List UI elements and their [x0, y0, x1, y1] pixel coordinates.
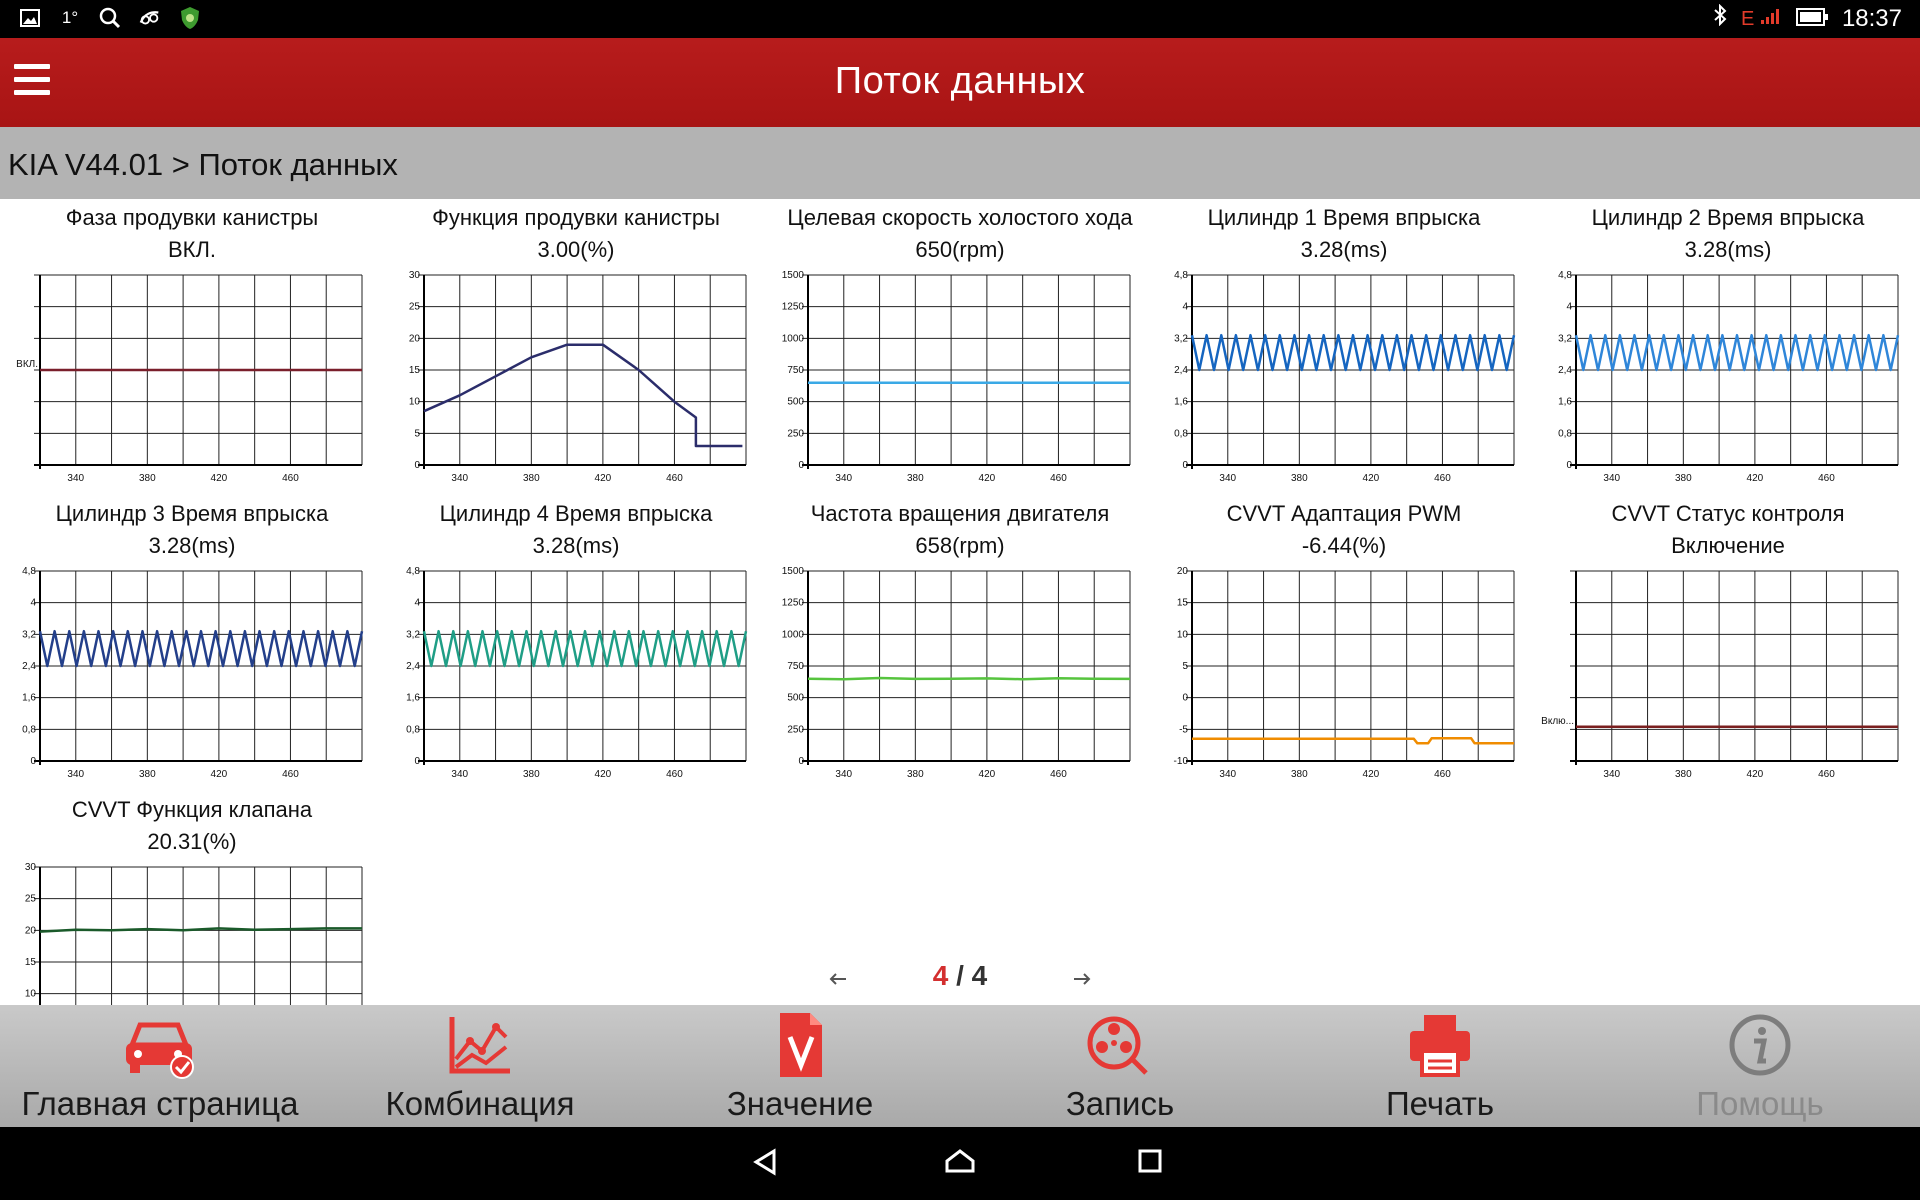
y-tick-label: 0,8	[1558, 428, 1572, 440]
search-status-icon	[98, 6, 122, 30]
y-tick-label: 4	[30, 597, 36, 609]
y-tick-label: 25	[408, 301, 420, 313]
data-chart-card[interactable]	[0, 199, 384, 495]
x-tick-label: 380	[522, 473, 540, 484]
y-tick-label: 15	[408, 365, 420, 376]
recents-square-icon	[1136, 1147, 1164, 1175]
print-button[interactable]	[1280, 1005, 1600, 1127]
y-tick-label: 1,6	[1558, 396, 1572, 408]
y-tick-label: 2,4	[406, 661, 420, 672]
x-tick-label: 460	[666, 769, 683, 780]
data-chart-card[interactable]	[1536, 199, 1920, 495]
recents-button[interactable]	[1136, 1147, 1176, 1181]
back-triangle-icon	[750, 1147, 780, 1177]
next-page-button[interactable]	[1072, 962, 1092, 993]
chart-value: 3.28(ms)	[532, 533, 620, 558]
data-stream-grid	[0, 199, 1920, 1005]
y-tick-label: 20	[1176, 566, 1188, 577]
page-title: Поток данных	[834, 60, 1086, 102]
x-tick-label: 340	[835, 769, 853, 780]
total-pages: 4	[971, 960, 988, 991]
y-tick-label: 250	[787, 428, 804, 440]
status-icons-right	[1713, 4, 1902, 33]
data-chart	[1152, 559, 1536, 799]
y-tick-label: 4	[1566, 301, 1572, 313]
chart-value: 20.31(%)	[147, 829, 237, 854]
x-tick-label: 460	[1818, 769, 1835, 780]
chart-value: 650(rpm)	[915, 237, 1005, 262]
chart-value: 3.28(ms)	[1300, 237, 1388, 262]
chart-value: 658(rpm)	[915, 533, 1005, 558]
y-tick-label: 15	[24, 957, 36, 968]
chart-title: CVVT Адаптация PWM	[1226, 501, 1462, 526]
y-tick-label: 5	[414, 428, 420, 440]
network-type-label: E	[1741, 7, 1755, 30]
chart-title: Функция продувки канистры	[432, 205, 720, 230]
printer-icon	[1400, 1011, 1480, 1081]
x-tick-label: 460	[1434, 769, 1451, 780]
home-page-button[interactable]	[0, 1005, 320, 1127]
page-indicator	[910, 960, 1010, 992]
chart-title: Фаза продувки канистры	[65, 205, 319, 230]
info-icon	[1720, 1011, 1800, 1081]
y-tick-label: 500	[787, 692, 804, 704]
breadcrumb: KIA V44.01 > Поток данных	[8, 147, 398, 182]
y-tick-label: 20	[24, 925, 36, 937]
y-tick-label: 1000	[781, 629, 804, 641]
chart-title: Частота вращения двигателя	[810, 501, 1110, 526]
data-chart	[0, 263, 384, 503]
chart-title: Целевая скорость холостого хода	[787, 205, 1133, 230]
app-bar	[0, 38, 1920, 127]
bottom-toolbar	[0, 1005, 1920, 1127]
pager	[820, 958, 1100, 998]
x-tick-label: 380	[906, 769, 924, 780]
y-tick-label: 5	[1182, 661, 1188, 672]
x-tick-label: 420	[594, 769, 612, 780]
data-chart-card[interactable]	[0, 495, 384, 791]
home-button[interactable]	[944, 1147, 984, 1181]
y-tick-label: 10	[1176, 629, 1188, 641]
record-label: Запись	[1065, 1085, 1175, 1122]
chart-title: Цилиндр 4 Время впрыска	[439, 501, 713, 526]
y-tick-label: 0	[414, 460, 420, 471]
x-tick-label: 420	[210, 769, 228, 780]
arrow-left-icon	[828, 972, 848, 986]
data-chart	[768, 559, 1152, 799]
y-tick-label: 15	[1176, 597, 1188, 609]
x-tick-label: 380	[1290, 769, 1308, 780]
car-check-icon	[120, 1011, 200, 1081]
arrow-right-icon	[1072, 972, 1092, 986]
state-label: Вклю...	[1541, 715, 1574, 727]
x-tick-label: 420	[1362, 473, 1380, 484]
x-tick-label: 340	[1219, 769, 1237, 780]
series-line	[424, 631, 746, 666]
x-tick-label: 340	[451, 473, 469, 484]
y-tick-label: 4,8	[22, 566, 36, 577]
chart-icon	[440, 1011, 520, 1081]
y-tick-label: 0	[414, 756, 420, 767]
x-tick-label: 460	[282, 769, 299, 780]
x-tick-label: 380	[138, 473, 156, 484]
combination-label: Комбинация	[385, 1085, 575, 1122]
data-chart-card[interactable]	[1152, 495, 1536, 791]
data-chart-card[interactable]	[768, 495, 1152, 791]
y-tick-label: 0	[1182, 460, 1188, 471]
value-label: Значение	[726, 1085, 874, 1122]
y-tick-label: 3,2	[22, 629, 36, 641]
clock: 18:37	[1841, 4, 1902, 32]
data-chart	[384, 263, 768, 503]
y-tick-label: 1,6	[22, 692, 36, 704]
x-tick-label: 460	[1818, 473, 1835, 484]
status-icons-left	[18, 6, 202, 30]
back-button[interactable]	[750, 1147, 790, 1181]
y-tick-label: 0	[30, 756, 36, 767]
data-chart-card[interactable]	[384, 495, 768, 791]
x-tick-label: 460	[1050, 473, 1067, 484]
x-tick-label: 340	[1603, 769, 1621, 780]
chart-title: Цилиндр 1 Время впрыска	[1207, 205, 1481, 230]
record-button[interactable]	[960, 1005, 1280, 1127]
document-v-icon	[760, 1011, 840, 1081]
data-chart	[1536, 263, 1920, 503]
x-tick-label: 380	[138, 769, 156, 780]
y-tick-label: 4,8	[1558, 270, 1572, 281]
series-line	[1576, 335, 1898, 370]
gallery-icon	[18, 6, 42, 30]
x-tick-label: 380	[1674, 769, 1692, 780]
y-tick-label: 2,4	[1558, 365, 1572, 376]
bluetooth-icon	[1713, 4, 1727, 33]
data-chart	[768, 263, 1152, 503]
y-tick-label: 2,4	[1174, 365, 1188, 376]
data-chart	[0, 559, 384, 799]
value-button[interactable]	[640, 1005, 960, 1127]
series-line	[808, 678, 1130, 679]
y-tick-label: 1,6	[406, 692, 420, 704]
y-tick-label: 0,8	[22, 724, 36, 736]
system-nav-bar	[0, 1127, 1920, 1200]
chart-value: 3.28(ms)	[1684, 237, 1772, 262]
chart-title: Цилиндр 2 Время впрыска	[1591, 205, 1865, 230]
series-line	[1192, 738, 1514, 743]
y-tick-label: 1000	[781, 333, 804, 345]
y-tick-label: 10	[24, 988, 36, 1000]
chart-value: -6.44(%)	[1301, 533, 1387, 558]
data-chart	[1536, 559, 1920, 799]
y-tick-label: 20	[408, 333, 420, 345]
x-tick-label: 380	[906, 473, 924, 484]
chart-title: Цилиндр 3 Время впрыска	[55, 501, 329, 526]
y-tick-label: 4	[414, 597, 420, 609]
x-tick-label: 460	[282, 473, 299, 484]
x-tick-label: 420	[978, 473, 996, 484]
x-tick-label: 340	[67, 473, 85, 484]
shield-status-icon	[178, 6, 202, 30]
x-tick-label: 340	[451, 769, 469, 780]
status-bar	[0, 0, 1920, 38]
chart-value: 3.28(ms)	[148, 533, 236, 558]
data-chart-card[interactable]	[1152, 199, 1536, 495]
x-tick-label: 460	[1434, 473, 1451, 484]
y-tick-label: 3,2	[406, 629, 420, 641]
combination-button[interactable]	[320, 1005, 640, 1127]
x-tick-label: 340	[1603, 473, 1621, 484]
data-chart	[384, 559, 768, 799]
y-tick-label: 10	[408, 396, 420, 408]
breadcrumb-bar	[0, 127, 1920, 199]
home-icon	[944, 1147, 976, 1177]
x-tick-label: 380	[522, 769, 540, 780]
page-separator: /	[956, 960, 964, 991]
network-signal-icon	[1741, 7, 1782, 31]
y-tick-label: 2,4	[22, 661, 36, 672]
y-tick-label: 750	[787, 365, 804, 376]
x-tick-label: 460	[666, 473, 683, 484]
y-tick-label: 4	[1182, 301, 1188, 313]
x-tick-label: 340	[835, 473, 853, 484]
data-chart	[0, 855, 384, 1005]
film-reel-icon	[1080, 1011, 1160, 1081]
x-tick-label: 380	[1674, 473, 1692, 484]
y-tick-label: 1500	[781, 270, 804, 281]
y-tick-label: 0	[798, 460, 804, 471]
signal-status-label: 1°	[61, 8, 79, 27]
chart-title: CVVT Функция клапана	[71, 797, 313, 822]
y-tick-label: 3,2	[1558, 333, 1572, 345]
chart-value: 3.00(%)	[537, 237, 615, 262]
chart-title: CVVT Статус контроля	[1611, 501, 1845, 526]
y-tick-label: 750	[787, 661, 804, 672]
y-tick-label: 1250	[781, 301, 804, 313]
y-tick-label: 0	[798, 756, 804, 767]
x-tick-label: 380	[1290, 473, 1308, 484]
data-chart	[1152, 263, 1536, 503]
x-tick-label: 420	[978, 769, 996, 780]
y-tick-label: 0	[1182, 692, 1188, 704]
current-page: 4	[932, 960, 949, 991]
home-page-label: Главная страница	[21, 1085, 299, 1122]
data-chart-card[interactable]	[384, 199, 768, 495]
data-chart-card[interactable]	[1536, 495, 1920, 791]
state-label: ВКЛ.	[16, 359, 38, 370]
prev-page-button[interactable]	[828, 962, 848, 993]
x-tick-label: 420	[1362, 769, 1380, 780]
x-tick-label: 340	[67, 769, 85, 780]
y-tick-label: 0	[1566, 460, 1572, 471]
data-chart-card[interactable]	[0, 791, 384, 1005]
link-status-icon	[138, 6, 162, 30]
series-line	[1192, 335, 1514, 370]
y-tick-label: 0,8	[406, 724, 420, 736]
battery-icon	[1796, 5, 1828, 33]
y-tick-label: 4,8	[406, 566, 420, 577]
x-tick-label: 420	[594, 473, 612, 484]
y-tick-label: -5	[1179, 724, 1188, 736]
y-tick-label: 500	[787, 396, 804, 408]
help-button[interactable]	[1600, 1005, 1920, 1127]
x-tick-label: 340	[1219, 473, 1237, 484]
y-tick-label: 30	[408, 270, 420, 281]
y-tick-label: 25	[24, 893, 36, 905]
print-label: Печать	[1385, 1085, 1495, 1122]
y-tick-label: 4,8	[1174, 270, 1188, 281]
series-line	[424, 345, 742, 446]
y-tick-label: 0,8	[1174, 428, 1188, 440]
y-tick-label: 30	[24, 862, 36, 873]
x-tick-label: 460	[1050, 769, 1067, 780]
y-tick-label: 1250	[781, 597, 804, 609]
x-tick-label: 420	[1746, 473, 1764, 484]
y-tick-label: 3,2	[1174, 333, 1188, 345]
data-chart-card[interactable]	[768, 199, 1152, 495]
x-tick-label: 420	[1746, 769, 1764, 780]
help-label: Помощь	[1696, 1085, 1824, 1122]
chart-value: Включение	[1671, 533, 1785, 558]
y-tick-label: 1500	[781, 566, 804, 577]
y-tick-label: -10	[1173, 756, 1188, 767]
series-line	[40, 631, 362, 666]
y-tick-label: 250	[787, 724, 804, 736]
chart-value: ВКЛ.	[167, 237, 217, 262]
y-tick-label: 1,6	[1174, 396, 1188, 408]
x-tick-label: 420	[210, 473, 228, 484]
